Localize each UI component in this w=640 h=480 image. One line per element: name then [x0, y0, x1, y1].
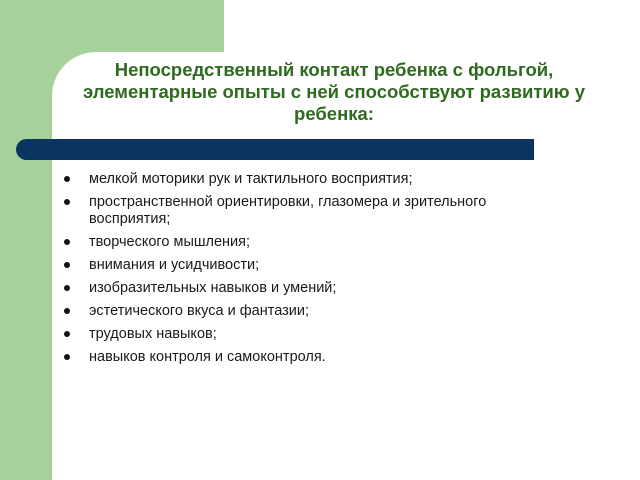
- bullet-item: [64, 326, 554, 343]
- bullet-list: [64, 171, 554, 372]
- bullet-item: [64, 280, 554, 297]
- bullet-dot-icon: [64, 354, 70, 360]
- bullet-item: [64, 234, 554, 251]
- bullet-dot-icon: [64, 239, 70, 245]
- bullet-dot-icon: [64, 331, 70, 337]
- bullet-text: трудовых навыков;: [89, 326, 217, 342]
- bullet-dot-icon: [64, 285, 70, 291]
- bullet-text: эстетического вкуса и фантазии;: [89, 303, 309, 319]
- bullet-text: мелкой моторики рук и тактильного восприятия;: [89, 171, 413, 187]
- bullet-dot-icon: [64, 199, 70, 205]
- bullet-item: [64, 171, 554, 188]
- bullet-text: изобразительных навыков и умений;: [89, 280, 337, 296]
- bullet-text: навыков контроля и самоконтроля.: [89, 349, 326, 365]
- bullet-text: пространственной ориентировки, глазомера и зрительного восприятия;: [89, 194, 487, 227]
- bullet-dot-icon: [64, 176, 70, 182]
- bullet-text: внимания и усидчивости;: [89, 257, 260, 273]
- bullet-item: [64, 257, 554, 274]
- title-divider-bar: [16, 139, 534, 160]
- bullet-item: [64, 303, 554, 320]
- bullet-dot-icon: [64, 308, 70, 314]
- bullet-dot-icon: [64, 262, 70, 268]
- bullet-text: творческого мышления;: [89, 234, 251, 250]
- bullet-item: [64, 349, 554, 366]
- bullet-item: [64, 194, 554, 228]
- slide-title: Непосредственный контакт ребенка с фольгой, элементарные опыты с ней способствуют развитию у ребенка:: [83, 59, 585, 124]
